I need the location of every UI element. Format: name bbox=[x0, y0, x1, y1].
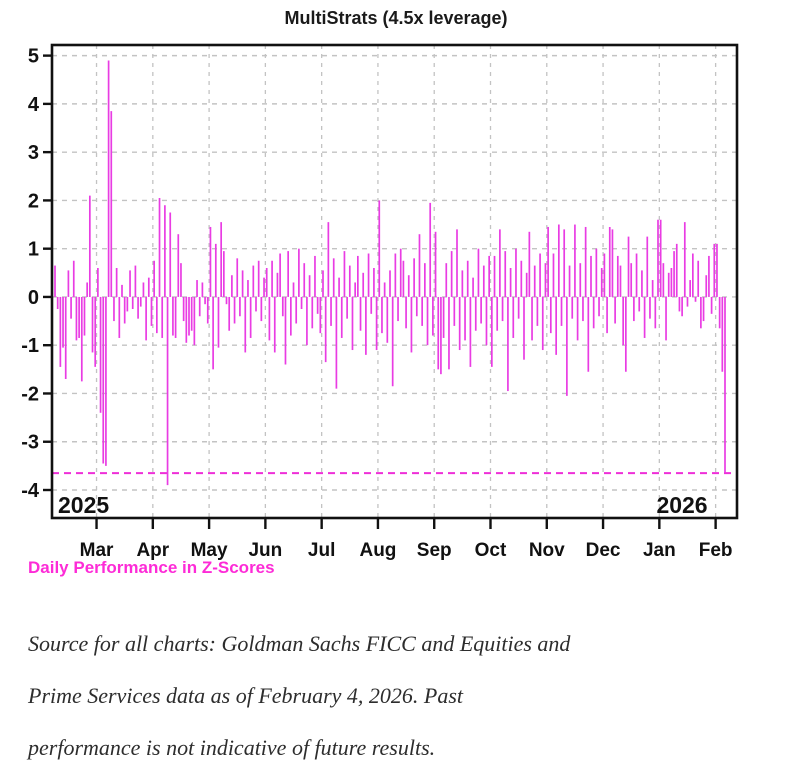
source-note bbox=[28, 618, 768, 768]
year-label-left: 2025 bbox=[58, 492, 110, 518]
year-label-right: 2026 bbox=[656, 492, 708, 518]
y-tick-label: 3 bbox=[27, 142, 39, 165]
x-tick-label: Feb bbox=[698, 540, 733, 561]
y-tick-label: 4 bbox=[27, 93, 39, 116]
x-tick-label: Oct bbox=[474, 540, 507, 561]
x-tick-label: Sep bbox=[416, 540, 452, 561]
x-tick-label: Jan bbox=[642, 540, 676, 561]
x-tick-label: May bbox=[190, 540, 228, 561]
x-tick-label: Nov bbox=[528, 540, 565, 561]
source-line-2: Prime Services data as of February 4, 2026. Past bbox=[28, 683, 464, 708]
x-tick-label: Aug bbox=[359, 540, 397, 561]
x-tick-label: Apr bbox=[136, 540, 170, 561]
source-line-3: performance is not indicative of future results. bbox=[28, 735, 436, 760]
x-tick-label: Jul bbox=[307, 540, 336, 561]
y-tick-label: -4 bbox=[21, 480, 39, 503]
source-line-1: Source for all charts: Goldman Sachs FICC and Equities and bbox=[28, 631, 571, 656]
y-tick-label: -2 bbox=[21, 383, 39, 406]
x-tick-label: Dec bbox=[585, 540, 621, 561]
y-tick-label: -3 bbox=[21, 431, 39, 454]
y-tick-label: 0 bbox=[27, 286, 39, 309]
x-tick-label: Jun bbox=[248, 540, 283, 561]
x-tick-label: Mar bbox=[79, 540, 114, 561]
y-tick-label: 5 bbox=[27, 45, 39, 68]
chart-title: MultiStrats (4.5x leverage) bbox=[284, 8, 508, 28]
y-tick-label: -1 bbox=[21, 335, 39, 358]
y-tick-label: 2 bbox=[27, 190, 39, 213]
chart-caption: Daily Performance in Z-Scores bbox=[28, 558, 275, 577]
y-tick-label: 1 bbox=[27, 238, 39, 261]
